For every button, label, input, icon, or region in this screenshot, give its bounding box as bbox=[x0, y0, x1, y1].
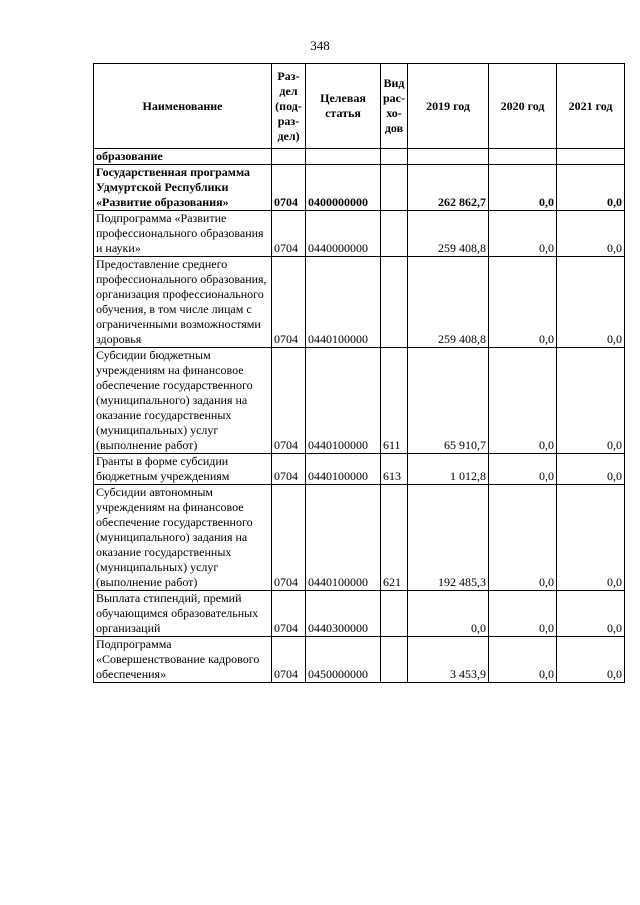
cell-section: 0704 bbox=[272, 637, 306, 683]
cell-y2020: 0,0 bbox=[489, 211, 557, 257]
cell-article: 0440100000 bbox=[306, 485, 381, 591]
cell-y2020: 0,0 bbox=[489, 454, 557, 485]
header-article: Целевая статья bbox=[306, 64, 381, 149]
cell-name: Гранты в форме субсидии бюджетным учреждениям bbox=[94, 454, 272, 485]
cell-kind: 621 bbox=[381, 485, 408, 591]
cell-kind bbox=[381, 591, 408, 637]
cell-y2020 bbox=[489, 149, 557, 165]
cell-y2020: 0,0 bbox=[489, 257, 557, 348]
cell-name: Подпрограмма «Совершенствование кадрового обеспечения» bbox=[94, 637, 272, 683]
table-row bbox=[94, 454, 625, 485]
cell-article bbox=[306, 149, 381, 165]
cell-name: Выплата стипендий, премий обучающимся образовательных организаций bbox=[94, 591, 272, 637]
cell-section: 0704 bbox=[272, 257, 306, 348]
cell-y2021: 0,0 bbox=[557, 485, 625, 591]
cell-y2021: 0,0 bbox=[557, 348, 625, 454]
cell-article: 0440300000 bbox=[306, 591, 381, 637]
cell-y2019: 259 408,8 bbox=[408, 257, 489, 348]
table-row bbox=[94, 348, 625, 454]
cell-kind bbox=[381, 165, 408, 211]
table-body bbox=[94, 149, 625, 683]
cell-article: 0400000000 bbox=[306, 165, 381, 211]
cell-kind: 611 bbox=[381, 348, 408, 454]
cell-y2019: 0,0 bbox=[408, 591, 489, 637]
cell-section: 0704 bbox=[272, 591, 306, 637]
cell-section bbox=[272, 149, 306, 165]
cell-article: 0440000000 bbox=[306, 211, 381, 257]
cell-y2019: 3 453,9 bbox=[408, 637, 489, 683]
cell-y2020: 0,0 bbox=[489, 348, 557, 454]
cell-article: 0440100000 bbox=[306, 454, 381, 485]
table-row bbox=[94, 637, 625, 683]
cell-y2020: 0,0 bbox=[489, 485, 557, 591]
cell-article: 0450000000 bbox=[306, 637, 381, 683]
table-header-row bbox=[94, 64, 625, 149]
cell-section: 0704 bbox=[272, 485, 306, 591]
cell-name: Предоставление среднего профессионального образования, организация профессионального обучения, в том числе лицам с ограниченными возможностями здоровья bbox=[94, 257, 272, 348]
cell-kind bbox=[381, 211, 408, 257]
cell-kind bbox=[381, 149, 408, 165]
budget-table bbox=[93, 63, 625, 683]
cell-section: 0704 bbox=[272, 348, 306, 454]
table-row bbox=[94, 257, 625, 348]
cell-article: 0440100000 bbox=[306, 348, 381, 454]
header-name: Наименование bbox=[94, 64, 272, 149]
header-2020: 2020 год bbox=[489, 64, 557, 149]
cell-name: Государственная программа Удмуртской Республики «Развитие образования» bbox=[94, 165, 272, 211]
cell-y2021: 0,0 bbox=[557, 591, 625, 637]
table-row bbox=[94, 591, 625, 637]
cell-name: Субсидии бюджетным учреждениям на финансовое обеспечение государственного (муниципального) задания на оказание государственных (муниципальных) услуг (выполнение работ) bbox=[94, 348, 272, 454]
header-kind: Вид рас- хо- дов bbox=[381, 64, 408, 149]
cell-y2021 bbox=[557, 149, 625, 165]
table-row bbox=[94, 211, 625, 257]
cell-y2019: 65 910,7 bbox=[408, 348, 489, 454]
cell-kind bbox=[381, 637, 408, 683]
page-number: 348 bbox=[310, 38, 330, 53]
header-2021: 2021 год bbox=[557, 64, 625, 149]
header-section: Раз- дел (под- раз- дел) bbox=[272, 64, 306, 149]
cell-y2019: 192 485,3 bbox=[408, 485, 489, 591]
cell-y2019: 1 012,8 bbox=[408, 454, 489, 485]
cell-section: 0704 bbox=[272, 165, 306, 211]
cell-name: образование bbox=[94, 149, 272, 165]
cell-y2021: 0,0 bbox=[557, 211, 625, 257]
cell-y2021: 0,0 bbox=[557, 637, 625, 683]
cell-y2019 bbox=[408, 149, 489, 165]
header-2019: 2019 год bbox=[408, 64, 489, 149]
table-row bbox=[94, 149, 625, 165]
cell-y2020: 0,0 bbox=[489, 591, 557, 637]
cell-article: 0440100000 bbox=[306, 257, 381, 348]
cell-section: 0704 bbox=[272, 454, 306, 485]
cell-name: Подпрограмма «Развитие профессионального образования и науки» bbox=[94, 211, 272, 257]
cell-kind bbox=[381, 257, 408, 348]
cell-y2021: 0,0 bbox=[557, 454, 625, 485]
cell-name: Субсидии автономным учреждениям на финансовое обеспечение государственного (муниципального) задания на оказание государственных (муниципальных) услуг (выполнение работ) bbox=[94, 485, 272, 591]
cell-section: 0704 bbox=[272, 211, 306, 257]
table-row bbox=[94, 165, 625, 211]
table-row bbox=[94, 485, 625, 591]
cell-y2020: 0,0 bbox=[489, 637, 557, 683]
cell-y2019: 259 408,8 bbox=[408, 211, 489, 257]
cell-y2020: 0,0 bbox=[489, 165, 557, 211]
cell-y2019: 262 862,7 bbox=[408, 165, 489, 211]
cell-kind: 613 bbox=[381, 454, 408, 485]
cell-y2021: 0,0 bbox=[557, 257, 625, 348]
cell-y2021: 0,0 bbox=[557, 165, 625, 211]
